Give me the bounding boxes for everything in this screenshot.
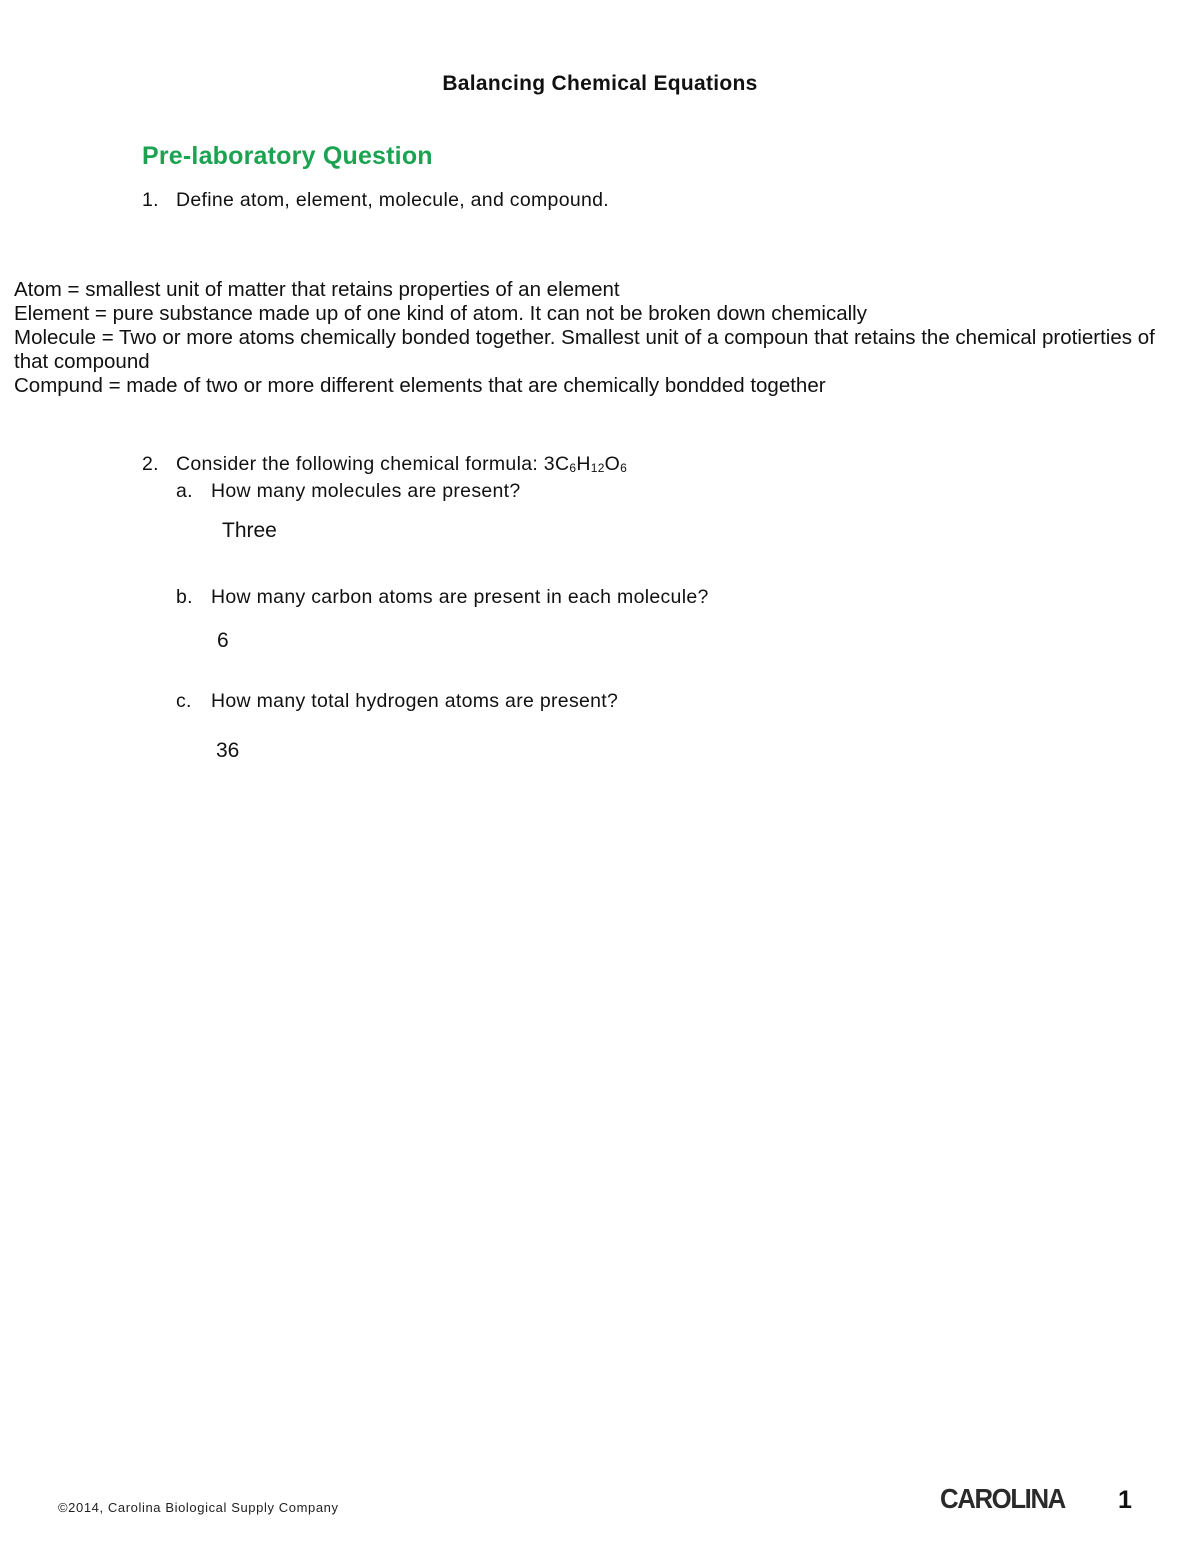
question-2c-answer: 36 — [216, 739, 240, 762]
carolina-logo: CAROLINA — [940, 1483, 1065, 1514]
question-2b-letter: b. — [176, 586, 193, 608]
question-2b-text: How many carbon atoms are present in each molecule? — [211, 586, 709, 608]
question-1-text: Define atom, element, molecule, and compound. — [176, 189, 609, 211]
question-2c-letter: c. — [176, 690, 192, 712]
question-2a — [176, 480, 521, 503]
chemical-formula: $3C_6H_{12}O_6$ — [543, 453, 628, 475]
question-2 — [142, 453, 627, 476]
question-2a-answer: Three — [222, 519, 277, 542]
question-2a-letter: a. — [176, 480, 193, 502]
question-2-number: 2. — [142, 453, 159, 475]
page-number: 1 — [1118, 1486, 1132, 1514]
question-2b-answer: 6 — [217, 629, 229, 652]
question-2c — [176, 690, 618, 713]
section-heading: Pre-laboratory Question — [142, 142, 433, 170]
question-2-text: Consider the following chemical formula: — [176, 453, 544, 475]
question-2b — [176, 586, 709, 609]
question-1-number: 1. — [142, 189, 159, 211]
question-1-answer — [14, 278, 1184, 398]
answer-element: Element = pure substance made up of one kind of atom. It can not be broken down chemically — [14, 302, 867, 325]
question-2c-text: How many total hydrogen atoms are present? — [211, 690, 619, 712]
page-title: Balancing Chemical Equations — [442, 72, 758, 95]
answer-atom: Atom = smallest unit of matter that retains properties of an element — [14, 278, 620, 301]
answer-compound: Compund = made of two or more different elements that are chemically bondded together — [14, 374, 826, 397]
footer-copyright: ©2014, Carolina Biological Supply Company — [58, 1500, 339, 1515]
question-2a-text: How many molecules are present? — [211, 480, 521, 502]
answer-molecule: Molecule = Two or more atoms chemically bonded together. Smallest unit of a compoun that retains the chemical protierties of that compound — [14, 326, 1155, 373]
question-1 — [142, 189, 609, 212]
